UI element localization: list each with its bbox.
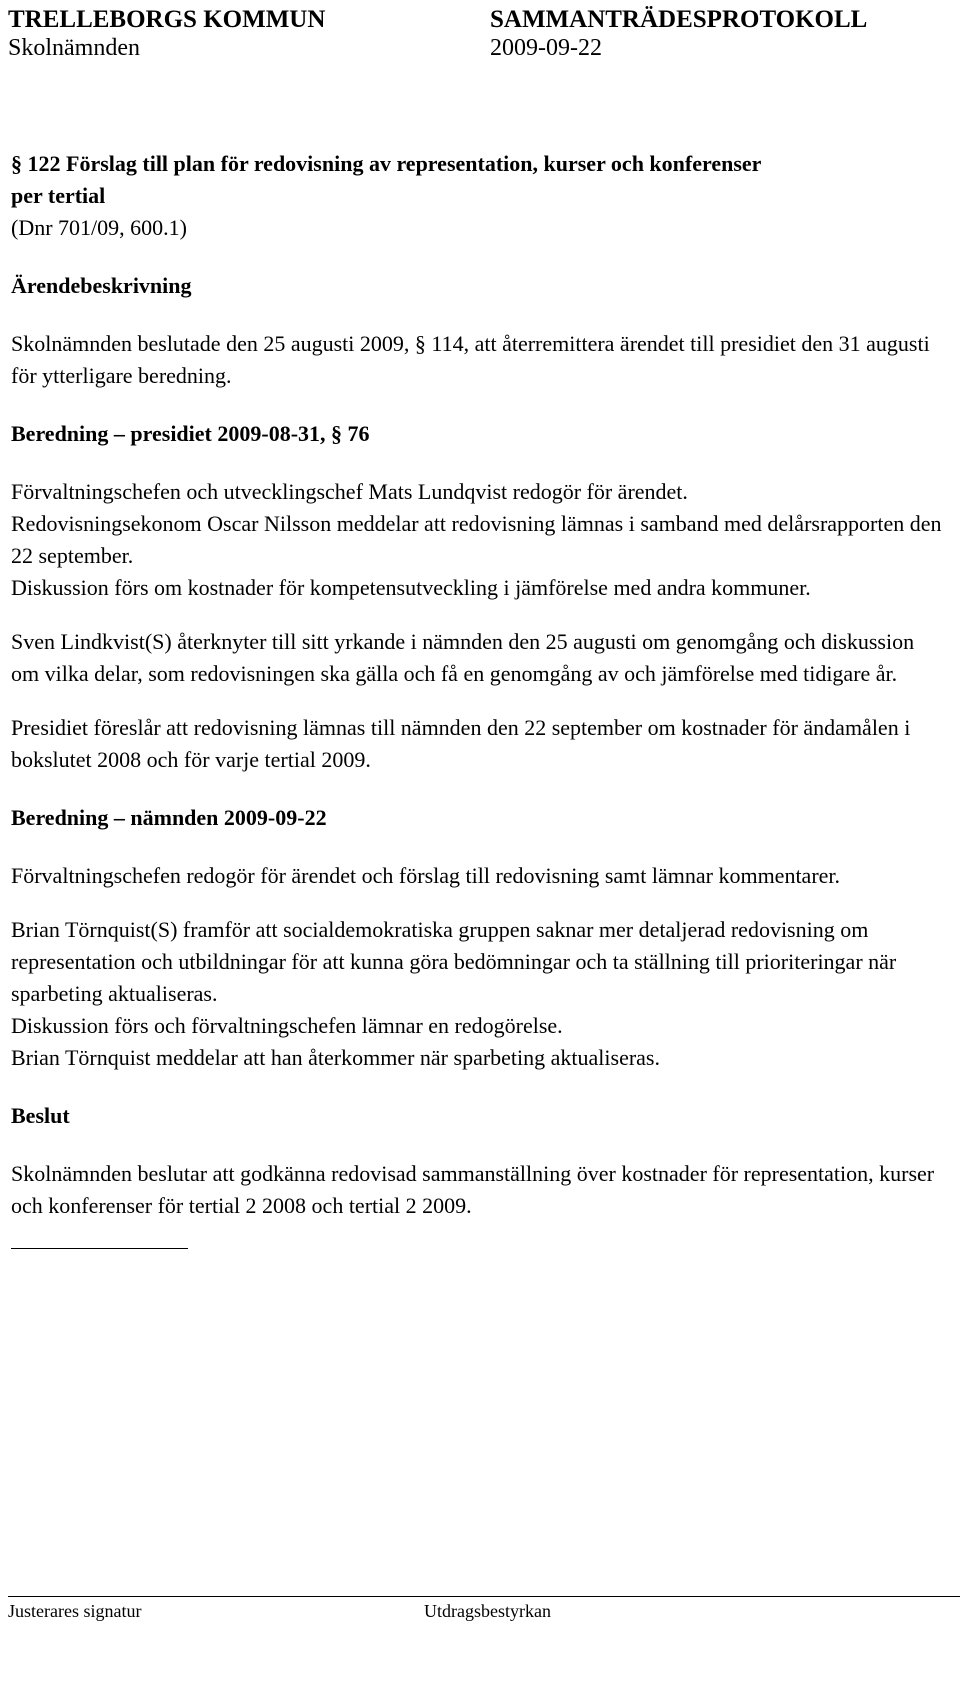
beredning-presidiet-paragraph-number: 76 bbox=[347, 421, 370, 446]
arendebeskrivning-text-part1: Skolnämnden beslutade den 25 augusti 2009, bbox=[11, 331, 410, 356]
page-header bbox=[8, 6, 952, 62]
beredning-presidiet-p4: Sven Lindkvist(S) återknyter till sitt yrkande i nämnden den 25 augusti om genomgång och diskussion om vilka delar, som redovisningen ska gälla och få en genomgång av och jämförelse med tidigare år. bbox=[11, 629, 915, 686]
item-title bbox=[11, 148, 944, 212]
protocol-body bbox=[11, 148, 944, 1249]
committee-name: Skolnämnden bbox=[8, 35, 140, 61]
beredning-presidiet-p1: Förvaltningschefen och utvecklingschef Mats Lundqvist redogör för ärendet. bbox=[11, 479, 688, 504]
org-name: TRELLEBORGS KOMMUN bbox=[8, 6, 326, 33]
beredning-presidiet-heading bbox=[11, 418, 944, 450]
beredning-namnden-p2: Brian Törnquist(S) framför att socialdemokratiska gruppen saknar mer detaljerad redovisning om representation och utbildningar för att kunna göra bedömningar och ta ställning till prioriteringar när sparbeting aktualiseras. bbox=[11, 917, 897, 1006]
utdragsbestyrkan-label: Utdragsbestyrkan bbox=[424, 1601, 551, 1621]
justerares-signatur-label: Justerares signatur bbox=[8, 1601, 142, 1621]
beslut-text: Skolnämnden beslutar att godkänna redovisad sammanställning över kostnader för representation, kurser och konferenser för tertial 2 2008 och tertial 2 2009. bbox=[11, 1161, 935, 1218]
arendebeskrivning-text bbox=[11, 328, 944, 392]
beredning-presidiet-p2: Redovisningsekonom Oscar Nilsson meddelar att redovisning lämnas i samband med delårsrapporten den 22 september. bbox=[11, 511, 942, 568]
section-symbol-icon: § bbox=[331, 421, 343, 446]
beslut-heading: Beslut bbox=[11, 1103, 70, 1128]
beredning-presidiet-p5: Presidiet föreslår att redovisning lämnas till nämnden den 22 september om kostnader för ändamålen i bokslutet 2008 och för varje tertial 2009. bbox=[11, 715, 911, 772]
arendebeskrivning-heading: Ärendebeskrivning bbox=[11, 273, 192, 298]
beredning-namnden-p1: Förvaltningschefen redogör för ärendet och förslag till redovisning samt lämnar kommentarer. bbox=[11, 863, 841, 888]
arendebeskrivning-text-part2: 114, att återremittera ärendet till presidiet den 31 augusti för ytterligare beredning. bbox=[11, 331, 930, 388]
meeting-date: 2009-09-22 bbox=[490, 35, 602, 61]
item-title-line1: 122 Förslag till plan för redovisning av representation, kurser och konferenser bbox=[27, 151, 762, 176]
item-title-line2: per tertial bbox=[11, 183, 106, 208]
beredning-namnden-p4: Brian Törnquist meddelar att han återkommer när sparbeting aktualiseras. bbox=[11, 1045, 660, 1070]
item-dnr: (Dnr 701/09, 600.1) bbox=[11, 215, 187, 240]
page-footer bbox=[8, 1596, 960, 1627]
beredning-presidiet-p3: Diskussion förs om kostnader för kompetensutveckling i jämförelse med andra kommuner. bbox=[11, 575, 811, 600]
end-of-item-rule bbox=[11, 1248, 188, 1249]
document-type: SAMMANTRÄDESPROTOKOLL bbox=[490, 6, 868, 33]
beredning-presidiet-heading-text: Beredning – presidiet 2009-08-31, bbox=[11, 421, 326, 446]
section-symbol-icon: § bbox=[11, 151, 22, 176]
beredning-namnden-p3: Diskussion förs och förvaltningschefen lämnar en redogörelse. bbox=[11, 1013, 563, 1038]
section-symbol-icon: § bbox=[414, 331, 426, 356]
beredning-namnden-heading: Beredning – nämnden 2009-09-22 bbox=[11, 805, 327, 830]
